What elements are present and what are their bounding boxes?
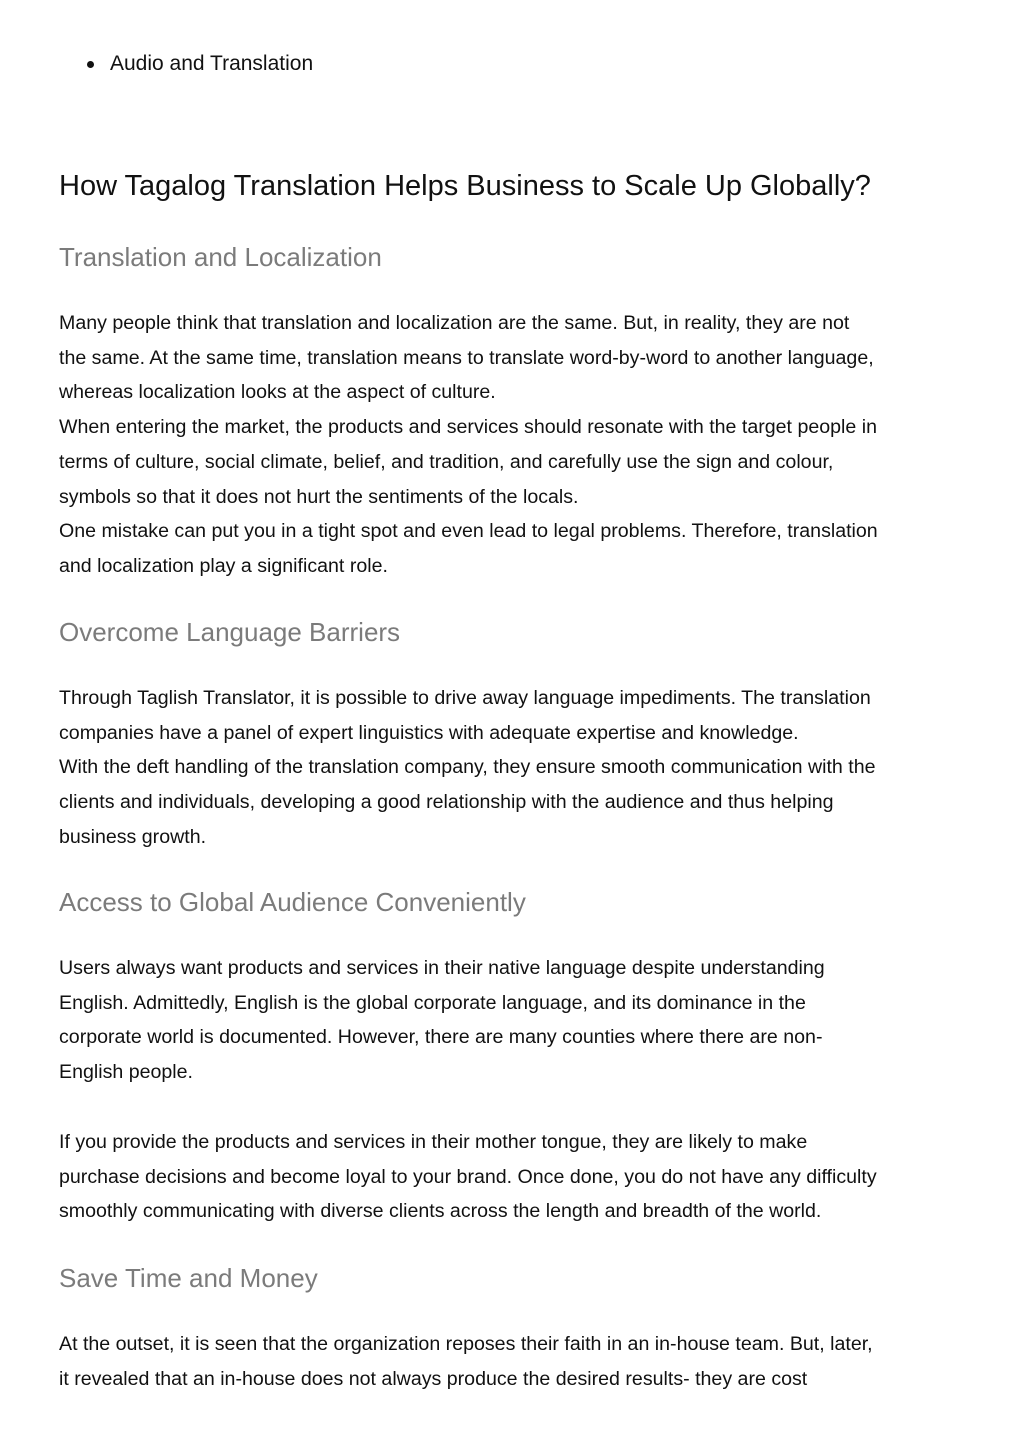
paragraph-line: whereas localization looks at the aspect of culture. bbox=[59, 381, 496, 404]
paragraph-line: When entering the market, the products and services should resonate with the target people in bbox=[59, 416, 877, 439]
paragraph-language-barriers bbox=[59, 681, 971, 855]
paragraph-line: smoothly communicating with diverse clients across the length and breadth of the world. bbox=[59, 1200, 822, 1223]
paragraph-line: English people. bbox=[59, 1061, 193, 1084]
paragraph-line: purchase decisions and become loyal to your brand. Once done, you do not have any difficulty bbox=[59, 1165, 877, 1188]
section-heading-global-audience: Access to Global Audience Conveniently bbox=[59, 887, 526, 917]
bullet-item: Audio and Translation bbox=[87, 50, 313, 78]
paragraph-line: clients and individuals, developing a good relationship with the audience and thus helping bbox=[59, 791, 834, 814]
paragraph-line: Through Taglish Translator, it is possible to drive away language impediments. The translation bbox=[59, 687, 871, 709]
section-heading-language-barriers: Overcome Language Barriers bbox=[59, 617, 401, 647]
bullet-list bbox=[87, 50, 313, 78]
paragraph-line: English. Admittedly, English is the global corporate language, and its dominance in the bbox=[59, 991, 806, 1014]
article-title: How Tagalog Translation Helps Business to Scale Up Globally? bbox=[59, 170, 871, 202]
paragraph-line: At the outset, it is seen that the organization reposes their faith in an in-house team. But, later, bbox=[59, 1333, 873, 1355]
section-heading-translation-localization: Translation and Localization bbox=[59, 242, 382, 272]
paragraph-line: business growth. bbox=[59, 825, 207, 848]
paragraph-save-time-money bbox=[59, 1327, 971, 1396]
paragraph-line: the same. At the same time, translation means to translate word-by-word to another language, bbox=[59, 346, 874, 369]
paragraph-translation-localization bbox=[59, 306, 971, 584]
paragraph-global-audience-2 bbox=[59, 1125, 971, 1229]
paragraph-line: corporate world is documented. However, there are many counties where there are non- bbox=[59, 1026, 823, 1049]
section-heading-save-time-money: Save Time and Money bbox=[59, 1263, 318, 1293]
paragraph-global-audience-1 bbox=[59, 951, 971, 1090]
paragraph-line: With the deft handling of the translation company, they ensure smooth communication with the bbox=[59, 756, 876, 779]
paragraph-line: One mistake can put you in a tight spot and even lead to legal problems. Therefore, translation bbox=[59, 520, 878, 543]
paragraph-line: If you provide the products and services in their mother tongue, they are likely to make bbox=[59, 1131, 808, 1153]
paragraph-line: Many people think that translation and localization are the same. But, in reality, they are not bbox=[59, 312, 850, 334]
paragraph-line: and localization play a significant role. bbox=[59, 554, 388, 577]
paragraph-line: terms of culture, social climate, belief, and tradition, and carefully use the sign and colour, bbox=[59, 450, 834, 473]
paragraph-line: companies have a panel of expert linguistics with adequate expertise and knowledge. bbox=[59, 721, 799, 744]
paragraph-line: Users always want products and services in their native language despite understanding bbox=[59, 957, 825, 979]
paragraph-line: symbols so that it does not hurt the sentiments of the locals. bbox=[59, 485, 579, 508]
paragraph-line: it revealed that an in-house does not always produce the desired results- they are cost bbox=[59, 1367, 808, 1390]
